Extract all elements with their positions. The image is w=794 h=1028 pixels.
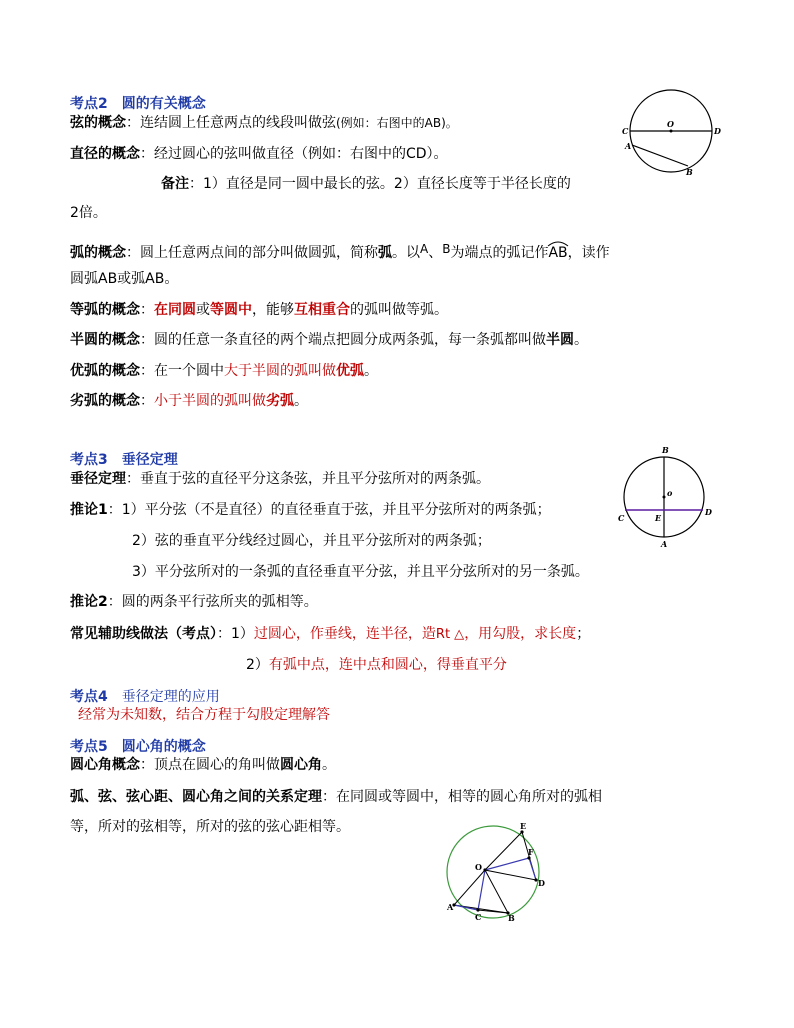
fig1-label-c: C: [622, 126, 629, 136]
central-angle-text: ：顶点在圆心的角叫做: [140, 757, 280, 773]
theorem-text: ：垂直于弦的直径平分这条弦，并且平分弦所对的两条弧。: [126, 471, 490, 487]
arc-sep: 、: [428, 245, 443, 261]
auxiliary-lines: [70, 624, 590, 645]
auxiliary-method-1: 过圆心，作垂线，连半径，造: [253, 626, 436, 642]
fig1-label-d: D: [714, 126, 721, 136]
section-2-heading: [70, 93, 206, 113]
semicircle-term: 半圆的概念: [70, 332, 140, 348]
note-line: [161, 174, 571, 194]
section-title: 圆的有关概念: [121, 96, 206, 112]
equal-arc-colon: ：: [140, 302, 154, 318]
section-number: 考点2: [70, 96, 108, 112]
minor-arc-word: 劣弧: [266, 393, 294, 409]
section-title: 垂径定理: [121, 452, 178, 468]
auxiliary-method-2-text: 有弧中点，连中点和圆心，得垂直平分: [268, 657, 507, 673]
equal-arc-end: 的弧叫做等弧。: [350, 302, 448, 318]
chord-term: 弦的概念: [70, 115, 126, 131]
note-term: 备注: [161, 176, 189, 192]
fig3-label-e: E: [520, 821, 527, 831]
fig3-label-f: F: [528, 847, 534, 857]
auxiliary-colon: ：1）: [217, 626, 254, 642]
major-arc-emph: 大于半圆的弧叫做: [224, 363, 336, 379]
corollary-2-text: ：圆的两条平行弦所夹的弧相等。: [107, 594, 318, 610]
minor-arc-definition: [70, 391, 308, 411]
major-arc-definition: [70, 361, 378, 381]
point-a-label: A: [420, 242, 429, 256]
semicircle-word: 半圆: [546, 332, 574, 348]
fig1-label-b: B: [686, 167, 693, 177]
chord-definition: [70, 113, 458, 133]
equal-arc-term: 等弧的概念: [70, 302, 140, 318]
semicircle-end: 。: [574, 332, 588, 348]
diameter-term: 直径的概念: [70, 146, 140, 162]
arc-definition-cont: 圆弧AB或弧AB。: [70, 271, 179, 287]
minor-arc-end: 。: [294, 393, 308, 409]
diameter-text: ：经过圆心的弦叫做直径（例如：右图中的CD）。: [140, 146, 448, 162]
fig3-chord-fd: [529, 858, 536, 880]
section-3-heading: [70, 449, 178, 469]
theorem-term: 垂径定理: [70, 471, 126, 487]
minor-arc-colon: ：: [140, 393, 154, 409]
diameter-definition: [70, 144, 448, 164]
arc-definition: [70, 239, 610, 263]
minor-arc-term: 劣弧的概念: [70, 393, 140, 409]
fig2-label-a: A: [661, 539, 668, 549]
equal-arc-emph-1: 在同圆: [154, 302, 196, 318]
corollary-2-term: 推论2: [70, 594, 108, 610]
fig2-label-c: C: [618, 513, 625, 523]
arc-text-2: 。以: [392, 245, 420, 261]
arc-text-3: 为端点的弧记作: [450, 245, 549, 261]
point-b-label: B: [442, 242, 451, 256]
fig1-label-a: A: [625, 141, 632, 151]
semicircle-text: ：圆的任意一条直径的两个端点把圆分成两条弧，每一条弧都叫做: [140, 332, 546, 348]
chord-example: (例如：右图中的AB)。: [336, 116, 458, 130]
auxiliary-method-1b: ，用勾股，求长度: [464, 626, 577, 642]
arc-text-4: ，读作: [567, 245, 610, 261]
auxiliary-method-2: [246, 655, 507, 675]
corollary-2: [70, 592, 318, 612]
section-number: 考点5: [70, 739, 108, 755]
minor-arc-emph: 小于半圆的弧叫做: [154, 393, 266, 409]
perpendicular-theorem: [70, 469, 490, 489]
corollary-1: [70, 500, 551, 520]
section-4-text: 经常为未知数，结合方程于勾股定理解答: [78, 707, 330, 723]
fig2-label-e: E: [655, 513, 662, 523]
central-angle-term: 圆心角概念: [70, 757, 140, 773]
section-number: 考点3: [70, 452, 108, 468]
auxiliary-semicolon: ；: [576, 626, 591, 642]
section-number: 考点4: [70, 689, 108, 705]
fig3-label-c: C: [475, 912, 482, 922]
section-5-heading: [70, 736, 206, 756]
arc-text: ：圆上任意两点间的部分叫做圆弧，简称: [126, 245, 378, 261]
equal-arc-emph-3: 互相重合: [294, 302, 350, 318]
relationship-theorem: [70, 787, 602, 807]
equal-arc-mid: ，能够: [252, 302, 294, 318]
fig2-label-d: D: [705, 507, 712, 517]
arc-overline: [547, 240, 569, 246]
semicircle-definition: [70, 330, 588, 350]
corollary-1-text: ：1）平分弦（不是直径）的直径垂直于弦，并且平分弦所对的两条弧；: [107, 502, 551, 518]
relationship-text: ：在同圆或等圆中，相等的圆心角所对的弧相: [322, 789, 602, 805]
fig2-center-dot: [663, 496, 666, 499]
note-line-cont: 2倍。: [70, 205, 107, 221]
section-title: 圆心角的概念: [121, 739, 206, 755]
fig1-label-o: O: [667, 119, 674, 129]
fig3-point-o: [483, 868, 486, 871]
arc-term: 弧的概念: [70, 245, 126, 261]
fig2-label-b: B: [662, 445, 669, 455]
fig3-radius-of: [485, 858, 529, 870]
note-text: ：1）直径是同一圆中最长的弦。2）直径长度等于半径长度的: [189, 176, 571, 192]
auxiliary-rt-triangle: Rt △: [435, 627, 465, 642]
relationship-term: 弧、弦、弦心距、圆心角之间的关系定理: [70, 789, 322, 805]
corollary-1-item-3: 3）平分弦所对的一条弧的直径垂直平分弦，并且平分弦所对的另一条弧。: [132, 564, 589, 580]
relationship-theorem-cont: 等，所对的弦相等，所对的弦的弦心距相等。: [70, 819, 350, 835]
major-arc-colon: ：在一个圆中: [140, 363, 224, 379]
fig3-label-b: B: [508, 913, 515, 923]
central-angle-definition: [70, 755, 336, 775]
auxiliary-term: 常见辅助线做法（考点）: [70, 626, 217, 642]
arc-symbol-text: AB: [548, 245, 568, 261]
equal-arc-emph-2: 等圆中: [210, 302, 252, 318]
corollary-1-item-2: 2）弦的垂直平分线经过圆心，并且平分弦所对的两条弧；: [132, 533, 491, 549]
fig3-label-d: D: [538, 878, 545, 888]
fig1-center-dot: [670, 130, 673, 133]
figure-perpendicular-diameter: [617, 447, 717, 551]
chord-text: ：连结圆上任意两点的线段叫做弦: [126, 115, 336, 131]
fig3-label-a: A: [447, 902, 454, 912]
central-angle-end: 。: [322, 757, 336, 773]
fig1-chord-ab: [632, 145, 688, 166]
central-angle-word: 圆心角: [280, 757, 322, 773]
auxiliary-method-2-num: 2）: [246, 657, 269, 673]
corollary-1-term: 推论1: [70, 502, 108, 518]
arc-symbol: [548, 243, 567, 263]
major-arc-term: 优弧的概念: [70, 363, 140, 379]
section-title: 垂径定理的应用: [121, 689, 220, 705]
arc-word: 弧: [378, 245, 392, 261]
section-4-heading: [70, 686, 220, 706]
fig3-label-o: O: [475, 862, 482, 872]
figure-chord-diameter: [622, 89, 722, 179]
equal-arc-definition: [70, 300, 448, 320]
fig2-label-o: o: [667, 488, 673, 498]
major-arc-word: 优弧: [336, 363, 364, 379]
figure-central-angles: [441, 821, 551, 923]
equal-arc-or: 或: [196, 302, 210, 318]
major-arc-end: 。: [364, 363, 378, 379]
